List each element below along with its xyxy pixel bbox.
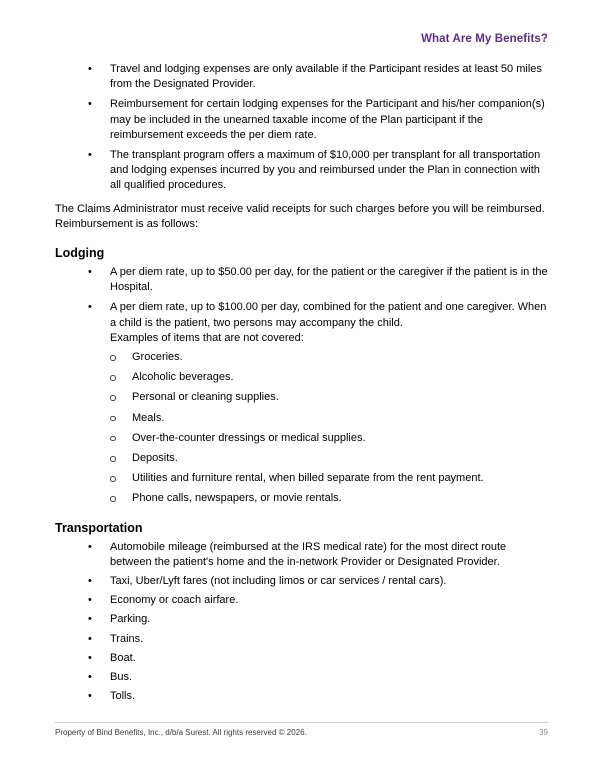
list-item bbox=[55, 370, 548, 385]
bullet-icon: • bbox=[88, 651, 92, 664]
list-item-text: Deposits. bbox=[132, 452, 178, 465]
list-item-text: Meals. bbox=[132, 411, 165, 424]
list-item bbox=[55, 632, 548, 647]
bullet-icon: • bbox=[88, 149, 92, 162]
list-item-text: Bus. bbox=[110, 671, 133, 684]
list-item-text: Personal or cleaning supplies. bbox=[132, 391, 279, 404]
circle-bullet-icon bbox=[110, 496, 116, 502]
list-item-text: Over-the-counter dressings or medical supplies. bbox=[132, 431, 366, 444]
bullet-icon: • bbox=[88, 632, 92, 645]
list-item-text: Tolls. bbox=[110, 690, 136, 703]
list-item-text: Reimbursement for certain lodging expenses for the Participant and his/her companion(s) may be included in the unearned taxable income of the Plan participant if the reimbursement exceeds the per diem rate. bbox=[110, 98, 545, 141]
page-number: 39 bbox=[539, 728, 548, 737]
list-item bbox=[55, 612, 548, 627]
list-item bbox=[55, 451, 548, 466]
list-item-text: Travel and lodging expenses are only available if the Participant resides at least 50 miles from the Designated Provider. bbox=[110, 63, 542, 91]
list-item bbox=[55, 491, 548, 506]
list-item bbox=[55, 350, 548, 365]
bullet-icon: • bbox=[88, 63, 92, 75]
list-item-text: Boat. bbox=[110, 651, 136, 664]
list-item bbox=[55, 670, 548, 685]
list-item bbox=[55, 471, 548, 486]
circle-bullet-icon bbox=[110, 476, 116, 482]
list-item bbox=[55, 62, 548, 92]
running-header: What Are My Benefits? bbox=[421, 33, 548, 45]
list-item bbox=[55, 265, 548, 295]
list-item bbox=[55, 390, 548, 405]
circle-bullet-icon bbox=[110, 456, 116, 462]
list-item-text: Parking. bbox=[110, 613, 151, 626]
list-item-text: Trains. bbox=[110, 632, 144, 645]
list-item bbox=[55, 97, 548, 143]
section-heading-transportation: Transportation bbox=[55, 520, 143, 535]
bullet-icon: • bbox=[88, 690, 92, 703]
list-item-text: Utilities and furniture rental, when billed separate from the rent payment. bbox=[132, 472, 484, 485]
page-content bbox=[55, 62, 548, 709]
section-heading-lodging: Lodging bbox=[55, 246, 105, 261]
circle-bullet-icon bbox=[110, 416, 116, 422]
examples-intro-text: Examples of items that are not covered: bbox=[110, 331, 304, 344]
list-item-text: Taxi, Uber/Lyft fares (not including limos or car services / rental cars). bbox=[110, 575, 447, 588]
list-item-text: Economy or coach airfare. bbox=[110, 594, 239, 607]
bullet-icon: • bbox=[88, 613, 92, 626]
bullet-icon: • bbox=[88, 98, 92, 111]
list-item-text: A per diem rate, up to $50.00 per day, for the patient or the caregiver if the patient is in the Hospital. bbox=[110, 266, 548, 294]
page-footer bbox=[55, 722, 548, 737]
circle-bullet-icon bbox=[110, 375, 116, 381]
list-item bbox=[55, 411, 548, 426]
claims-administrator-paragraph: The Claims Administrator must receive valid receipts for such charges before you will be reimbursed. Reimbursement is as follows: bbox=[55, 202, 545, 230]
circle-bullet-icon bbox=[110, 355, 116, 361]
bullet-icon: • bbox=[88, 266, 92, 279]
bullet-icon: • bbox=[88, 540, 92, 553]
bullet-icon: • bbox=[88, 594, 92, 607]
bullet-icon: • bbox=[88, 671, 92, 684]
list-item-text: A per diem rate, up to $100.00 per day, combined for the patient and one caregiver. When a child is the patient, two persons may accompany the child. bbox=[110, 301, 547, 329]
list-item bbox=[55, 431, 548, 446]
list-item-text: The transplant program offers a maximum of $10,000 per transplant for all transportation and lodging expenses incurred by you and reimbursed under the Plan in connection with all qualified procedures. bbox=[110, 149, 541, 192]
circle-bullet-icon bbox=[110, 436, 116, 442]
list-item bbox=[55, 689, 548, 704]
list-item bbox=[55, 651, 548, 666]
bullet-icon: • bbox=[88, 575, 92, 588]
list-item bbox=[55, 300, 548, 330]
list-item bbox=[55, 148, 548, 194]
circle-bullet-icon bbox=[110, 395, 116, 401]
bullet-icon: • bbox=[88, 301, 92, 314]
list-item-text: Alcoholic beverages. bbox=[132, 371, 234, 384]
lodging-exclusions-list bbox=[55, 350, 548, 507]
top-bullet-list bbox=[55, 62, 548, 194]
list-item bbox=[55, 540, 548, 570]
list-item bbox=[55, 574, 548, 589]
list-item-text: Automobile mileage (reimbursed at the IRS medical rate) for the most direct route between the patient's home and the in-network Provider or Designated Provider. bbox=[110, 540, 507, 568]
list-item-text: Phone calls, newspapers, or movie rentals. bbox=[132, 492, 342, 505]
list-item-text: Groceries. bbox=[132, 351, 183, 364]
footer-copyright: Property of Bind Benefits, Inc., d/b/a Surest. All rights reserved © 2026. bbox=[55, 728, 307, 737]
list-item bbox=[55, 593, 548, 608]
transportation-bullet-list bbox=[55, 540, 548, 705]
lodging-bullet-list bbox=[55, 265, 548, 331]
